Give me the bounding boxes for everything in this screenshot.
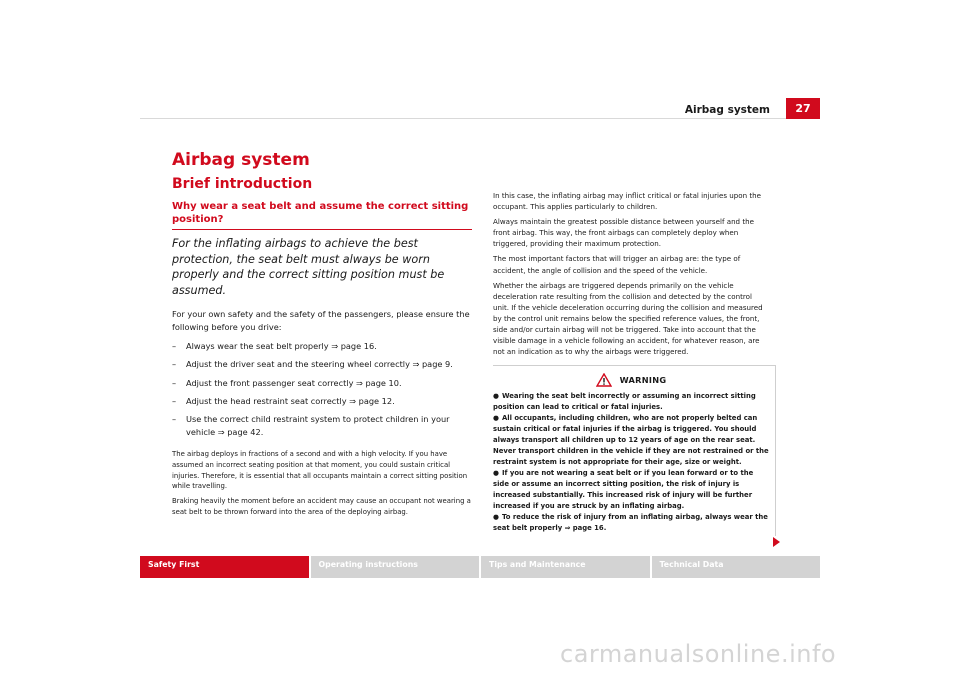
- running-title: Airbag system: [684, 104, 770, 116]
- body-paragraph: Whether the airbags are triggered depends primarily on the vehicle deceleration rate resulting from the collision and detected by the control unit. If the vehicle deceleration occurring during the collision and measured by the control unit remains below the specified reference values, the front, side and/or curtain airbag will not be triggered. Take into account that the visible damage in a vehicle following an accident, for whatever reason, are not an indication as to why the airbags were triggered.: [493, 280, 763, 357]
- tab-tips-and-maintenance[interactable]: Tips and Maintenance: [481, 556, 650, 578]
- section-title: Brief introduction: [172, 176, 313, 192]
- body-paragraph: In this case, the inflating airbag may inflict critical or fatal injuries upon the occupant. This applies particularly to children.: [493, 191, 762, 212]
- list-item: – Always wear the seat belt properly ⇒ page 16.: [172, 340, 472, 353]
- footer-tabs: [140, 556, 820, 578]
- warning-item: [493, 468, 769, 512]
- list-item: – Adjust the driver seat and the steering wheel correctly ⇒ page 9.: [172, 358, 472, 371]
- bullet-icon: ●: [493, 468, 499, 477]
- list-item: – Adjust the head restraint seat correctly ⇒ page 12.: [172, 395, 472, 408]
- warning-item-text: If you are not wearing a seat belt or if you lean forward or to the side or assume an incorrect sitting position, the risk of injury is increased substantially. This increased risk of injury will be further increased if you are struck by an inflating airbag.: [493, 468, 754, 510]
- warning-triangle-icon: [596, 373, 612, 387]
- warning-item: [493, 391, 769, 413]
- small-paragraph: Braking heavily the moment before an accident may cause an occupant not wearing a seat belt to be thrown forward into the area of the deploying airbag.: [172, 497, 471, 517]
- warning-item: [493, 413, 769, 468]
- page-title: Airbag system: [172, 150, 310, 170]
- intro-paragraph: For your own safety and the safety of the passengers, please ensure the following before you drive:: [172, 309, 470, 333]
- sub-title: Why wear a seat belt and assume the correct sitting position?: [172, 200, 472, 230]
- checklist: [172, 340, 472, 439]
- small-paragraph: The airbag deploys in fractions of a second and with a high velocity. If you have assumed an incorrect seating position at that moment, you could sustain critical injuries. Therefore, it is essential that all occupants maintain a correct sitting position while travelling.: [172, 449, 468, 491]
- right-column: [493, 190, 769, 536]
- watermark: carmanualsonline.info: [560, 640, 837, 668]
- bullet-icon: ●: [493, 414, 499, 423]
- body-paragraph: Always maintain the greatest possible distance between yourself and the front airbag. This way, the front airbags can completely deploy when triggered, providing their maximum protection.: [493, 217, 754, 249]
- body-paragraph: The most important factors that will trigger an airbag are: the type of accident, the angle of collision and the speed of the vehicle.: [493, 254, 741, 275]
- bullet-icon: ●: [493, 392, 499, 401]
- left-column: [172, 150, 472, 522]
- warning-item: [493, 512, 769, 534]
- warning-header: [493, 373, 769, 387]
- warning-item-text: All occupants, including children, who are not properly belted can sustain critical or fatal injuries if the airbag is triggered. You should always transport all children up to 12 years of age on the rear seat. Never transport children in the vehicle if they are not restrained or the restraint system is not appropriate for their age, size or weight.: [493, 414, 769, 467]
- lead-paragraph: For the inflating airbags to achieve the best protection, the seat belt must always be worn properly and the correct sitting position must be assumed.: [172, 237, 445, 297]
- tab-operating-instructions[interactable]: Operating instructions: [311, 556, 480, 578]
- warning-box: [493, 365, 776, 535]
- list-item: – Adjust the front passenger seat correctly ⇒ page 10.: [172, 377, 472, 390]
- bullet-icon: ●: [493, 512, 499, 521]
- tab-technical-data[interactable]: Technical Data: [652, 556, 821, 578]
- next-page-arrow-icon[interactable]: [773, 537, 780, 547]
- warning-item-text: To reduce the risk of injury from an inflating airbag, always wear the seat belt properly ⇒ page 16.: [493, 512, 768, 532]
- warning-title: WARNING: [619, 375, 667, 386]
- header-rule: [140, 118, 820, 119]
- warning-item-text: Wearing the seat belt incorrectly or assuming an incorrect sitting position can lead to critical or fatal injuries.: [493, 392, 756, 412]
- page-number-badge: 27: [786, 98, 820, 119]
- tab-safety-first[interactable]: Safety First: [140, 556, 309, 578]
- list-item: – Use the correct child restraint system to protect children in your vehicle ⇒ page 42.: [172, 413, 472, 439]
